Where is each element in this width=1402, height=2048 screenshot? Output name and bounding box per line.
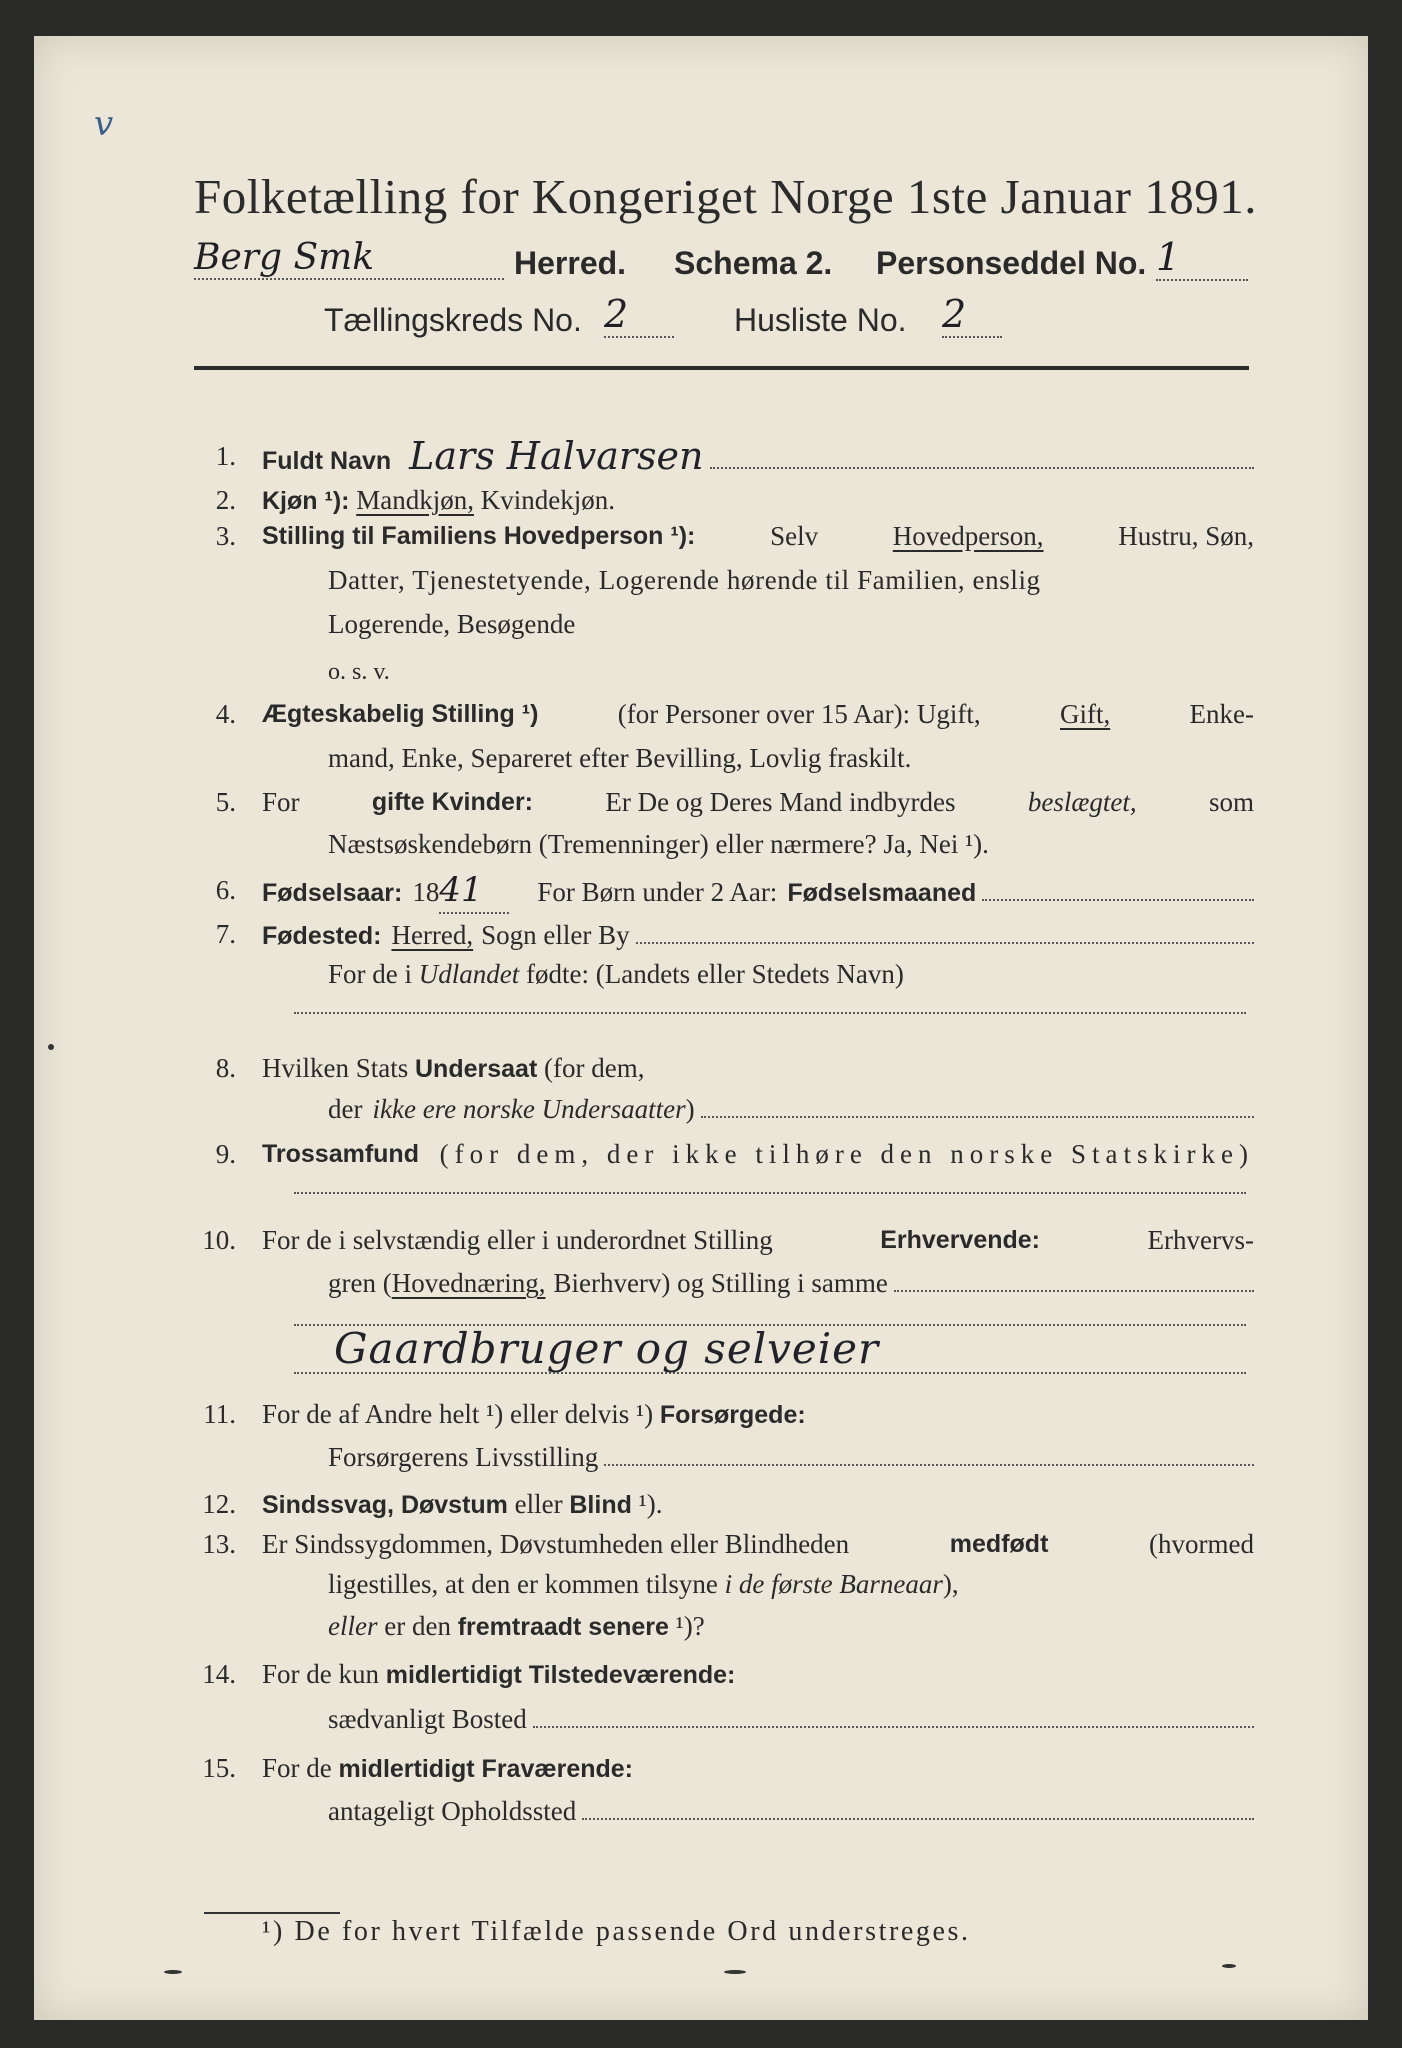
full-name-value: Lars Halvarsen	[409, 434, 704, 478]
congenital-first-years: i de første Barneaar	[724, 1569, 943, 1599]
married-women-question: Er De og Deres Mand indbyrdes	[605, 787, 956, 817]
paper-speck	[724, 1970, 746, 1974]
occupation-option-selected: Hovednæring,	[391, 1268, 546, 1298]
citizenship-question: Hvilken Stats	[262, 1053, 409, 1083]
footnote-divider	[204, 1912, 340, 1914]
item-number: 9.	[215, 1139, 236, 1169]
occupation-question: For de i selvstændig eller i underordnet Stilling	[262, 1225, 773, 1255]
married-women-related: beslægtet,	[1027, 787, 1137, 817]
congenital-question-line: ligestilles, at den er kommen tilsyne	[328, 1569, 718, 1599]
item-number: 14.	[202, 1659, 236, 1689]
citizenship-condition-text: ikke ere norske Undersaatter	[372, 1094, 686, 1124]
footnote: ¹) De for hvert Tilfælde passende Ord understreges.	[262, 1916, 971, 1947]
birth-year-prefix: 18	[412, 877, 440, 907]
birth-month-label: Fødselsmaaned	[787, 879, 977, 907]
header-divider	[194, 366, 1249, 370]
disability-blind: Blind	[569, 1491, 632, 1519]
item-number: 1.	[215, 441, 236, 471]
schema-label: Schema 2.	[674, 245, 833, 281]
family-position-options-line: Logerende, Besøgende	[328, 609, 576, 639]
birth-year-label: Fødselsaar:	[262, 879, 403, 907]
kreds-label: Tællingskreds No.	[324, 302, 582, 338]
occupation-branch: Erhvervs-	[1147, 1225, 1254, 1255]
item-number: 11.	[203, 1399, 236, 1429]
item-number: 7.	[215, 919, 236, 949]
congenital-question-end: er den	[384, 1611, 451, 1641]
religion-label: Trossamfund	[262, 1140, 419, 1168]
citizenship-condition-prefix: der	[328, 1094, 363, 1124]
congenital-label: medfødt	[949, 1530, 1049, 1558]
married-women-question-line: Næstsøskendebørn (Tremenninger) eller nærmere? Ja, Nei ¹).	[328, 829, 989, 859]
header-line-herred	[194, 235, 1254, 291]
family-position-etc: o. s. v.	[328, 659, 390, 685]
family-position-label: Stilling til Familiens Hovedperson ¹):	[262, 522, 696, 550]
family-position-option: Selv	[770, 521, 819, 551]
family-position-options: Hustru, Søn,	[1118, 521, 1254, 551]
margin-check-mark: v	[94, 104, 114, 144]
marital-status-options: (for Personer over 15 Aar): Ugift,	[617, 699, 981, 729]
congenital-later-label: fremtraadt senere	[457, 1613, 669, 1641]
personseddel-label: Personseddel No.	[876, 245, 1147, 281]
item-number: 4.	[215, 699, 236, 729]
full-name-label: Fuldt Navn	[262, 447, 392, 475]
married-women-label: gifte Kvinder:	[371, 788, 533, 816]
family-position-option-selected: Hovedperson,	[892, 521, 1044, 551]
temporarily-absent-question: For de	[262, 1753, 332, 1783]
item-number: 15.	[202, 1753, 236, 1783]
form-title: Folketælling for Kongeriget Norge 1ste Januar 1891.	[194, 169, 1257, 224]
family-position-options-line: Datter, Tjenestetyende, Logerende hørende til Familien, enslig	[328, 565, 1041, 595]
birth-month-question: For Børn under 2 Aar:	[537, 877, 778, 907]
disability-or: eller	[514, 1489, 563, 1519]
occupation-value: Gaardbruger og selveier	[334, 1324, 880, 1373]
item-number: 5.	[215, 787, 236, 817]
herred-value: Berg Smk	[194, 237, 504, 280]
item-number: 12.	[202, 1489, 236, 1519]
item-number: 2.	[215, 485, 236, 515]
abroad-word: Udlandet	[418, 959, 520, 989]
item-number: 10.	[202, 1225, 236, 1255]
dependents-question: For de af Andre helt ¹) eller delvis ¹)	[262, 1399, 654, 1429]
item-number: 8.	[215, 1053, 236, 1083]
husliste-label: Husliste No.	[734, 302, 907, 338]
occupation-branch-prefix: gren (	[328, 1268, 392, 1298]
usual-residence-label: sædvanligt Bosted	[328, 1704, 527, 1734]
religion-answer-line	[294, 1192, 1246, 1194]
abroad-answer-line	[294, 1012, 1246, 1014]
congenital-or: eller	[328, 1611, 378, 1641]
header-line-kreds	[324, 292, 1124, 348]
citizenship-condition: (for dem,	[544, 1053, 645, 1083]
provider-occupation-label: Forsørgerens Livsstilling	[328, 1442, 599, 1472]
probable-residence-label: antageligt Opholdssted	[328, 1796, 577, 1826]
dependents-label: Forsørgede:	[659, 1401, 806, 1429]
marital-status-option-selected: Gift,	[1059, 699, 1111, 729]
birthplace-options: Sogn eller By	[481, 920, 630, 950]
temporarily-present-label: midlertidigt Tilstedeværende:	[385, 1661, 736, 1689]
item-number: 3.	[215, 521, 236, 551]
birthplace-label: Fødested:	[262, 922, 382, 950]
religion-condition: (for dem, der ikke tilhøre den norske Statskirke)	[439, 1139, 1254, 1169]
abroad-question: fødte: (Landets eller Stedets Navn)	[526, 959, 904, 989]
paper-speck	[164, 1970, 182, 1974]
congenital-question-cont: (hvormed	[1149, 1529, 1254, 1559]
marital-status-label: Ægteskabelig Stilling ¹)	[262, 700, 539, 728]
disability-label: Sindssvag, Døvstum	[262, 1491, 508, 1519]
item-number: 6.	[215, 875, 236, 905]
marital-status-option: Enke-	[1189, 699, 1254, 729]
birth-year-value: 41	[439, 868, 509, 914]
husliste-value: 2	[942, 292, 1002, 338]
marital-status-options-line: mand, Enke, Separeret efter Bevilling, Lovlig fraskilt.	[328, 743, 912, 773]
paper-speck	[48, 1044, 54, 1050]
birthplace-option-selected: Herred,	[391, 920, 474, 950]
gender-option-male: Mandkjøn,	[356, 485, 474, 515]
gender-option-female: Kvindekjøn.	[480, 485, 615, 515]
paper-speck	[1222, 1964, 1236, 1968]
abroad-prefix: For de i	[328, 959, 412, 989]
personseddel-value: 1	[1156, 235, 1248, 281]
kreds-value: 2	[604, 292, 674, 338]
congenital-question: Er Sindssygdommen, Døvstumheden eller Blindheden	[262, 1529, 850, 1559]
herred-label: Herred.	[514, 245, 627, 281]
item-number: 13.	[202, 1529, 236, 1559]
citizenship-label: Undersaat	[415, 1055, 538, 1083]
temporarily-absent-label: midlertidigt Fraværende:	[338, 1755, 633, 1783]
gender-label: Kjøn ¹):	[262, 487, 350, 515]
census-form-sheet: v Folketælling for Kongeriget Norge 1ste Januar 1891. Berg Smk Herred. Schema 2. Personseddel No. 1 Tællingskreds No. 2 Husliste No. 2 1. Fuldt Navn Lars Halvarsen 2. Kjøn ¹): Mandkjøn, Kvindekjøn. 3. Stilling til Familiens Hovedperson ¹): Selv Hovedperson, Hustru, Søn, Datter, Tjenestetyende, Logerende hørende til Familien, enslig Logerende, Besøgende o. s. v. 4. Ægteskabelig Stilling ¹) (for Personer over 15 Aar): Ugift, Gift, Enke- mand, Enke, Separeret efter Bevilling, Lovlig fraskilt. 5. For gifte Kvinder: Er De og Deres Mand indbyrdes beslægtet, som Næstsøskendebørn (Tremenninger) eller nærmere? Ja, Nei ¹). 6. Fødselsaar: 18 41 For Børn under 2 Aar: Fødselsmaaned 7. Fødested: Herred, Sogn eller By For de i Udlandet fødte: (Landets eller Stedets Navn) 8. Hvilken Stats Undersaat (for dem, der ikke ere norske Undersaatter ) 9. Trossamfund (for dem, der ikke tilhøre den norske Statskirke) 10. For de i selvstændig eller i underordnet Stilling Erhvervende: Erhvervs- gren ( Hovednæring, Bierhverv) og Stilling i samme Gaardbruger og selveier 11. For de af Andre helt ¹) eller delvis ¹) Forsørgede: Forsørgerens Livsstilling 12. Sindssvag, Døvstum eller Blind ¹). 13. Er Sindssygdommen, Døvstumheden eller Blindheden medfødt (hvormed ligestilles, at den er kommen tilsyne i de første Barneaar), eller er den fremtraadt senere ¹)? 14. For de kun midlertidigt Tilstedeværende: sædvanligt Bosted 15. For de midlertidigt Fraværende: antageligt Opholdssted ¹) De for hvert Tilfælde passende Ord understreges.	[34, 36, 1368, 2020]
temporarily-present-question: For de kun	[262, 1659, 379, 1689]
married-women-question-end: som	[1208, 787, 1254, 817]
occupation-branch-options: Bierhverv) og Stilling i samme	[553, 1268, 888, 1298]
married-women-prefix: For	[262, 787, 300, 817]
occupation-label: Erhvervende:	[880, 1226, 1041, 1254]
